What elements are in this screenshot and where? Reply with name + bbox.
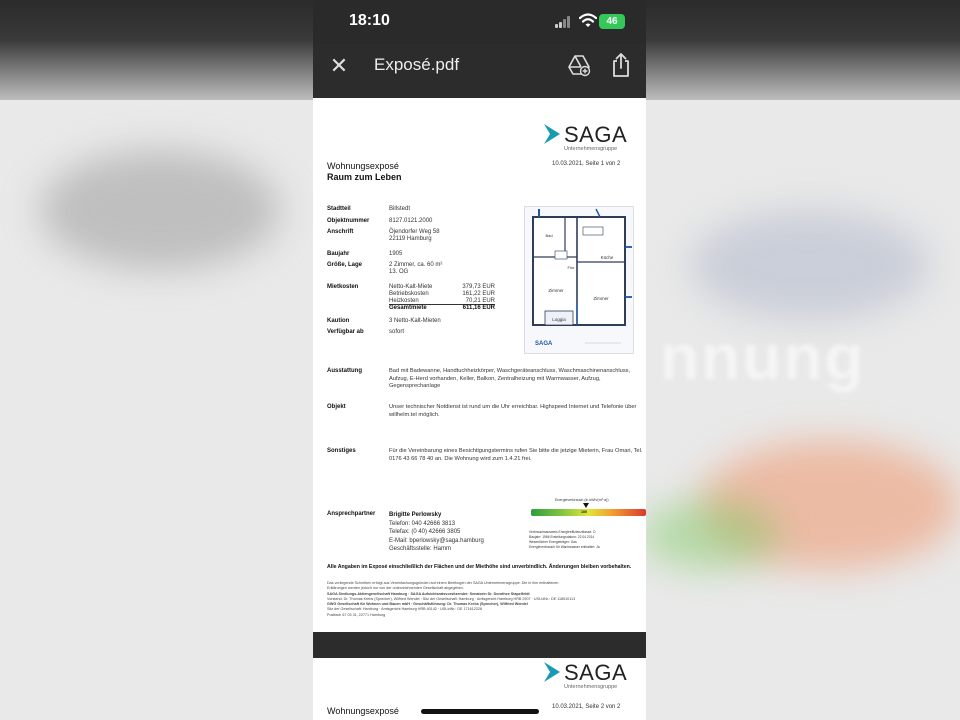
floor-plan <box>524 206 634 354</box>
add-to-drive-icon[interactable] <box>567 53 591 77</box>
field-label: Objektnummer <box>327 218 370 224</box>
pdf-viewer[interactable] <box>313 88 646 720</box>
pdf-page-1 <box>313 98 646 632</box>
room-label: Zimmer <box>593 296 609 301</box>
disclaimer: Alle Angaben im Exposé einschließlich der Flächen und der Miethöhe sind unverbindlich. Änderungen bleiben vorbehalten. <box>327 564 632 570</box>
logo-text: SAGA <box>564 122 628 147</box>
logo-text: SAGA <box>564 660 628 685</box>
contact-block <box>389 511 484 554</box>
cost-label: Betriebskosten <box>389 291 429 297</box>
document-title: Exposé.pdf <box>374 55 460 74</box>
room-label: Küche <box>600 255 614 260</box>
section-label-ausstattung: Ausstattung <box>327 368 362 374</box>
contact-email: E-Mail: bperlowsky@saga.hamburg <box>389 537 484 544</box>
saga-logo <box>544 124 634 154</box>
floor-plan-drawing <box>525 207 633 353</box>
phone-screen <box>313 0 646 720</box>
logo-subtitle: Unternehmensgruppe <box>564 146 618 152</box>
field-value: Öjendorfer Weg 58 <box>389 229 440 235</box>
cost-amount: 70,21 EUR <box>465 298 495 304</box>
date-and-page: 10.03.2021, Seite 1 von 2 <box>552 161 621 167</box>
field-value: sofort <box>389 329 405 335</box>
cost-label: Netto-Kalt-Miete <box>389 284 433 290</box>
contact-office: Geschäftsstelle: Hamm <box>389 546 452 553</box>
saga-logo-mark-icon <box>544 124 560 144</box>
fineprint-line: Das vorliegende Schreiben erfolgt aus Vereinfachungsgründen auf einem Briefbogen der SAGA Unternehmensgruppe. Die in ihm enthaltenen <box>327 581 559 585</box>
section-text-ausstattung: Bad mit Badewanne, Handtuchheizkörper, Waschgeräteanschluss, Waschmaschinenanschluss, Aufzug, E-Herd vorhanden, Keller, Balkon, Zentralheizung mit Warmwasser, Aufzug, Gegensprechanlage <box>389 368 631 389</box>
cost-label: Heizkosten <box>389 298 419 304</box>
room-label: Bad <box>545 233 553 238</box>
energy-title: Energieverbrauch (in kWh/(m²·a)) <box>555 498 609 502</box>
expose-subheading: Raum zum Leben <box>327 172 402 182</box>
energy-certificate <box>529 498 646 558</box>
contact-name: Brigitte Perlowsky <box>389 512 442 518</box>
logo-subtitle: Unternehmensgruppe <box>564 684 618 690</box>
status-bar <box>313 0 646 44</box>
expose-heading: Wohnungsexposé <box>327 706 399 716</box>
home-indicator[interactable] <box>421 709 539 714</box>
energy-note: Wesentlicher Energieträger: Gas <box>529 540 577 544</box>
fineprint-line: GWG Gesellschaft für Wohnen und Bauen mbH · Geschäftsführung: Dr. Thomas Krebs (Sprecher), Wilfried Wendel <box>327 602 528 607</box>
background-blob-energy-green <box>640 500 780 570</box>
fineprint-line: Sitz der Gesellschaft: Hamburg · Amtsgericht Hamburg HRB 40142 · USt-IdNr.: DE 171612328 <box>327 607 482 612</box>
energy-value: 100 <box>581 510 587 514</box>
saga-logo <box>544 662 634 692</box>
field-label: Stadtteil <box>327 206 351 212</box>
section-text-sonstiges: Für die Vereinbarung eines Besichtigungstermins rufen Sie bitte die jetzige Mieterin, Frau Omari, Tel. 0176 43 66 78 40 an. Die Wohnung wird zum 1.4.21 frei. <box>389 448 643 462</box>
pdf-viewer-toolbar <box>313 44 646 88</box>
field-label: Mietkosten <box>327 284 359 290</box>
cost-amount: 161,22 EUR <box>462 291 495 297</box>
cost-total-amount: 611,16 EUR <box>462 305 495 311</box>
field-label: Baujahr <box>327 251 350 257</box>
room-label: Zimmer <box>548 288 564 293</box>
field-value: 1905 <box>389 251 403 257</box>
field-value: 13. OG <box>389 269 409 275</box>
room-label: Loggia <box>552 317 566 322</box>
field-label: Verfügbar ab <box>327 329 364 335</box>
contact-phone: Telefon: 040 42666 3813 <box>389 520 456 527</box>
date-and-page: 10.03.2021, Seite 2 von 2 <box>552 704 621 710</box>
fineprint-line: Postfach 67 03 31, 22771 Hamburg <box>327 612 386 617</box>
field-value: 2 Zimmer, ca. 60 m² <box>389 262 443 268</box>
room-label: Flur <box>567 265 575 270</box>
fineprint-line: SAGA Siedlungs-Aktiengesellschaft Hamburg · SAGA Aufsichtsratsvorsitzender: Senatorin Dr. Dorothee Stapelfeldt <box>327 591 530 596</box>
cost-amount: 379,73 EUR <box>462 284 495 290</box>
section-label-contact: Ansprechpartner <box>327 511 376 517</box>
cellular-signal-icon <box>555 16 573 28</box>
fineprint <box>327 581 637 618</box>
energy-note: Baujahr: 1966 Erstellungsdatum: 22.04.2014 <box>529 535 595 539</box>
field-value: Billstedt <box>389 206 411 212</box>
field-label: Anschrift <box>327 229 354 235</box>
floor-plan-logo: SAGA <box>535 341 553 347</box>
field-value: 3 Netto-Kalt-Mieten <box>389 318 441 324</box>
section-text-objekt: Unser technischer Notdienst ist rund um die Uhr erreichbar. Highspeed Internet und Telefonie über willhelm.tel möglich. <box>389 404 637 418</box>
status-time: 18:10 <box>349 12 390 29</box>
section-label-sonstiges: Sonstiges <box>327 448 356 454</box>
expose-heading: Wohnungsexposé <box>327 161 399 171</box>
background-blurred-text: nnung <box>660 321 866 393</box>
battery-indicator: 46 <box>599 14 625 29</box>
saga-logo-mark-icon <box>544 662 560 682</box>
background-blob <box>40 150 280 270</box>
close-button[interactable]: ✕ <box>329 53 349 78</box>
energy-note: Verbrauchsausweis Energieeffizienzklasse: D <box>529 530 596 534</box>
energy-scale-bar <box>531 509 646 516</box>
fineprint-line: Erklärungen werden jedoch nur von der unterzeichnenden Gesellschaft abgegeben. <box>327 586 464 591</box>
field-value: 8127.0121.2000 <box>389 218 433 224</box>
wifi-icon <box>579 13 597 28</box>
energy-notes <box>529 530 646 550</box>
field-label: Kaution <box>327 318 350 324</box>
fineprint-line: Vorstand: Dr. Thomas Krebs (Sprecher), Wilfried Wendel · Sitz der Gesellschaft: Hamburg · Amtsgericht Hamburg HRB 2907 · USt-IdNr.: DE 118510113 <box>327 596 576 601</box>
field-label: Größe, Lage <box>327 262 363 268</box>
contact-fax: Telefax: (0 40) 42666 3805 <box>389 529 461 536</box>
background-blob <box>690 210 930 320</box>
section-label-objekt: Objekt <box>327 404 346 410</box>
field-value: 22119 Hamburg <box>389 236 432 242</box>
energy-note: Energieverbrauch für Warmwasser enthalten: Ja <box>529 545 600 549</box>
cost-total-label: Gesamtmiete <box>389 305 427 311</box>
share-icon[interactable] <box>609 52 633 78</box>
